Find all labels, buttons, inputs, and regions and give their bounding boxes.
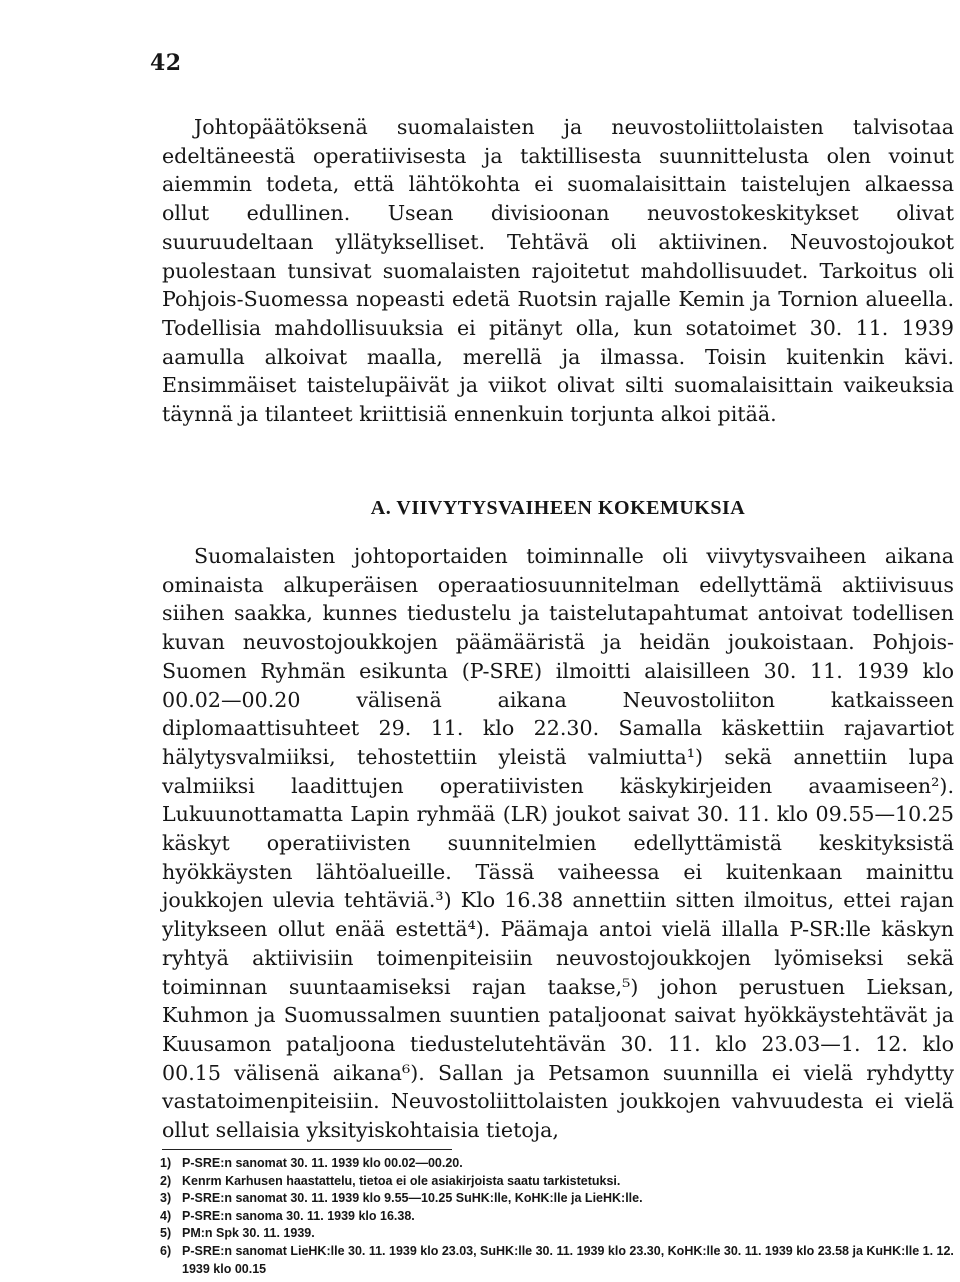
footnote (160, 1208, 955, 1226)
footnote-number: 5) (160, 1226, 172, 1241)
page-number: 42 (150, 50, 182, 76)
footnote-text: PM:n Spk 30. 11. 1939. (182, 1226, 315, 1241)
footnote (160, 1243, 955, 1278)
footnote (160, 1190, 955, 1208)
footnote (160, 1225, 955, 1243)
body-paragraph-2: Suomalaisten johtoportaiden toiminnalle oli viivytysvaiheen aikana ominaista alkuperäisen operaatiosuunnitelman edellyttämä aktiivisuus siihen saakka, kunnes tiedustelu ja taistelutapahtumat antoivat todellisen kuvan neuvostojoukkojen päämääristä ja heidän joukoistaan. Pohjois-Suomen Ryhmän esikunta (P-SRE) ilmoitti alaisilleen 30. 11. 1939 klo 00.02—00.20 välisenä aikana Neuvostoliiton katkaisseen diplomaattisuhteet 29. 11. klo 22.30. Samalla käskettiin rajavartiot hälytysvalmiiksi, tehostettiin yleistä valmiutta¹) sekä annettiin lupa valmiiksi laadittujen operatiivisten käskykirjeiden avaamiseen²). Lukuunottamatta Lapin ryhmää (LR) joukot saivat 30. 11. klo 09.55—10.25 käskyt operatiivisten suunnitelmien edellyttämistä keskityksistä hyökkäysten lähtöalueille. Tässä vaiheessa ei kuitenkaan mainittu joukkojen ulevia tehtäviä.³) Klo 16.38 annettiin sitten ilmoitus, ettei rajan ylitykseen ollut enää estettä⁴). Päämaja antoi vielä illalla P-SR:lle käskyn ryhtyä aktiivisiin toimenpiteisiin neuvostojoukkojen lyömiseksi sekä toiminnan suuntaamiseksi rajan taakse,⁵) johon perustuen Lieksan, Kuhmon ja Suomussalmen suuntien pataljoonat saivat hyökkäystehtävät ja Kuusamon pataljoona tiedustelutehtävän 30. 11. klo 23.03—1. 12. klo 00.15 välisenä aikana⁶). Sallan ja Petsamon suunnilla ei vielä ryhdytty vastatoimenpiteisiin. Neuvostoliittolaisten joukkojen vahvuudesta ei vielä ollut sellaisia yksityiskohtaisia tietoja, (162, 544, 954, 1143)
footnote-number: 2) (160, 1173, 172, 1188)
footnote-text: P-SRE:n sanomat LieHK:lle 30. 11. 1939 klo 23.03, SuHK:lle 30. 11. 1939 klo 23.30, KoHK:lle 30. 11. 1939 klo 23.58 ja KuHK:lle 1. 12. 1939 klo 00.15 (182, 1243, 954, 1276)
footnote-text: P-SRE:n sanomat 30. 11. 1939 klo 9.55—10.25 SuHK:lle, KoHK:lle ja LieHK:lle. (182, 1191, 643, 1206)
footnote-number: 3) (160, 1191, 172, 1206)
footnote (160, 1155, 955, 1173)
footnote-divider (162, 1149, 452, 1150)
footnote-text: P-SRE:n sanoma 30. 11. 1939 klo 16.38. (182, 1208, 415, 1223)
footnote (160, 1173, 955, 1191)
body-paragraph-1: Johtopäätöksenä suomalaisten ja neuvostoliittolaisten talvisotaa edeltäneestä operatiivisesta ja taktillisesta suunnittelusta olen voinut aiemmin todeta, että lähtökohta ei suomalaisittain taistelujen alkaessa ollut edullinen. Usean divisioonan neuvostokeskitykset olivat suuruudeltaan yllätykselliset. Tehtävä oli aktiivinen. Neuvostojoukot puolestaan tunsivat suomalaisten rajoitetut mahdollisuudet. Tarkoitus oli Pohjois-Suomessa nopeasti edetä Ruotsin rajalle Kemin ja Tornion alueella. Todellisia mahdollisuuksia ei pitänyt olla, kun sotatoimet 30. 11. 1939 aamulla alkoivat maalla, merellä ja ilmassa. Toisin kuitenkin kävi. Ensimmäiset taistelupäivät ja viikot olivat silti suomalaisittain vaikeuksia täynnä ja tilanteet kriittisiä ennenkuin torjunta alkoi pitää. (162, 115, 954, 427)
footnote-number: 6) (160, 1243, 172, 1258)
footnote-text: Kenrm Karhusen haastattelu, tietoa ei ole asiakirjoista saatu tarkistetuksi. (182, 1173, 621, 1188)
footnote-number: 1) (160, 1156, 172, 1170)
footnote-number: 4) (160, 1208, 172, 1223)
footnote-list (160, 1155, 955, 1278)
footnote-text: P-SRE:n sanomat 30. 11. 1939 klo 00.02—00.20. (182, 1156, 463, 1170)
section-heading: A. VIIVYTYSVAIHEEN KOKEMUKSIA (370, 497, 746, 519)
